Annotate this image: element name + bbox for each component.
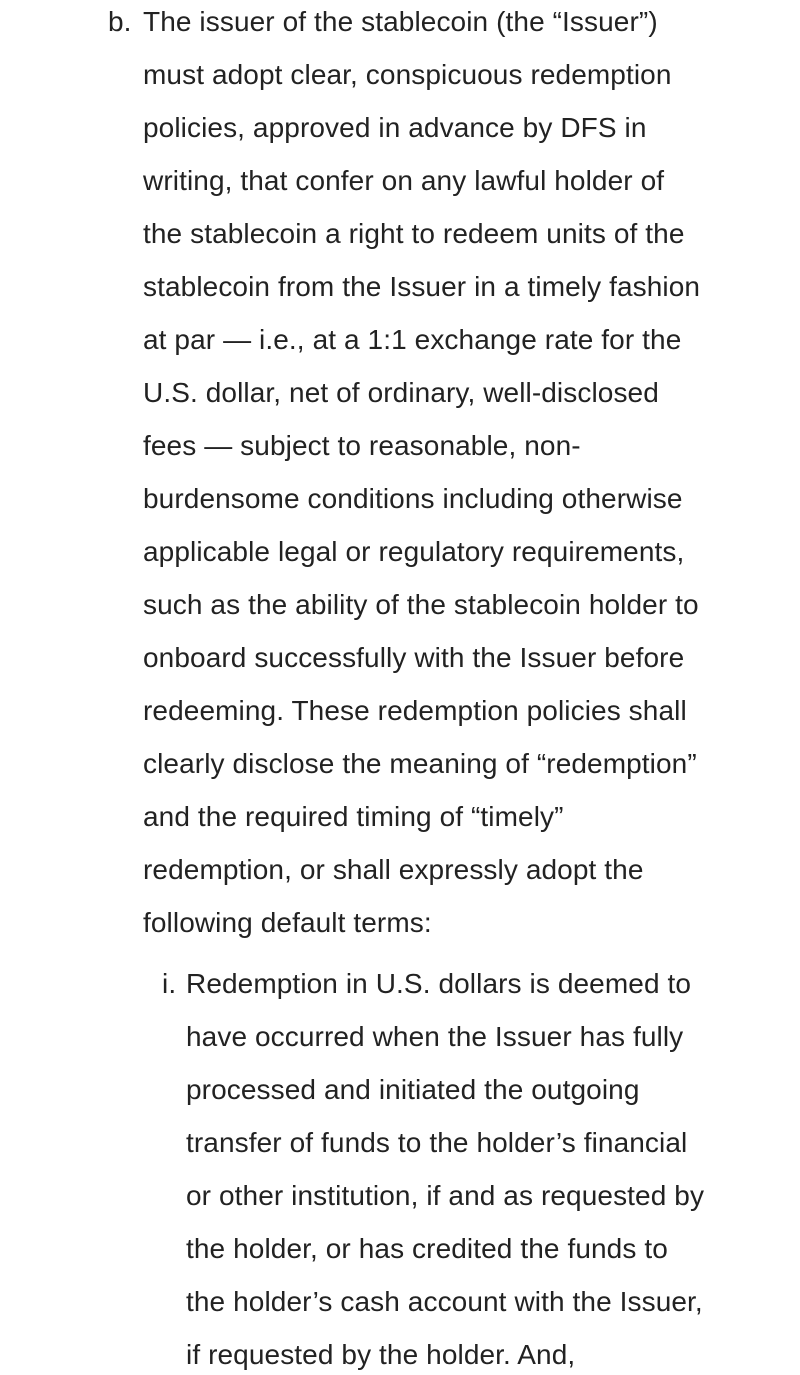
paragraph-line: or other institution, if and as requested by: [186, 1180, 705, 1211]
paragraph-line: U.S. dollar, net of ordinary, well-disclosed: [143, 377, 659, 408]
paragraph-line: at par — i.e., at a 1:1 exchange rate for the: [143, 324, 682, 355]
paragraph-line: have occurred when the Issuer has fully: [186, 1021, 684, 1052]
paragraph-line: redeeming. These redemption policies shall: [143, 695, 687, 726]
paragraph-line: such as the ability of the stablecoin holder to: [143, 589, 699, 620]
paragraph-line: the stablecoin a right to redeem units of the: [143, 218, 685, 249]
paragraph-line: clearly disclose the meaning of “redemption”: [143, 748, 697, 779]
paragraph-line: stablecoin from the Issuer in a timely fashion: [143, 271, 701, 302]
list-marker-b: b.: [108, 6, 132, 37]
paragraph-line: the holder, or has credited the funds to: [186, 1233, 668, 1264]
paragraph-line: writing, that confer on any lawful holder of: [143, 165, 665, 196]
paragraph-line: the holder’s cash account with the Issuer,: [186, 1286, 703, 1317]
paragraph-line: policies, approved in advance by DFS in: [143, 112, 647, 143]
paragraph-line: The issuer of the stablecoin (the “Issuer”): [143, 6, 658, 37]
paragraph-line: applicable legal or regulatory requirements,: [143, 536, 685, 567]
paragraph-line: following default terms:: [143, 907, 432, 938]
paragraph-line: Redemption in U.S. dollars is deemed to: [186, 968, 692, 999]
paragraph-line: processed and initiated the outgoing: [186, 1074, 640, 1105]
paragraph-line: redemption, or shall expressly adopt the: [143, 854, 644, 885]
paragraph-line: burdensome conditions including otherwise: [143, 483, 683, 514]
paragraph-line: if requested by the holder. And,: [186, 1339, 576, 1370]
list-marker-i: i.: [162, 968, 177, 999]
paragraph-line: fees — subject to reasonable, non-: [143, 430, 581, 461]
paragraph-line: must adopt clear, conspicuous redemption: [143, 59, 672, 90]
paragraph-line: and the required timing of “timely”: [143, 801, 564, 832]
paragraph-line: onboard successfully with the Issuer before: [143, 642, 685, 673]
paragraph-line: transfer of funds to the holder’s financial: [186, 1127, 688, 1158]
